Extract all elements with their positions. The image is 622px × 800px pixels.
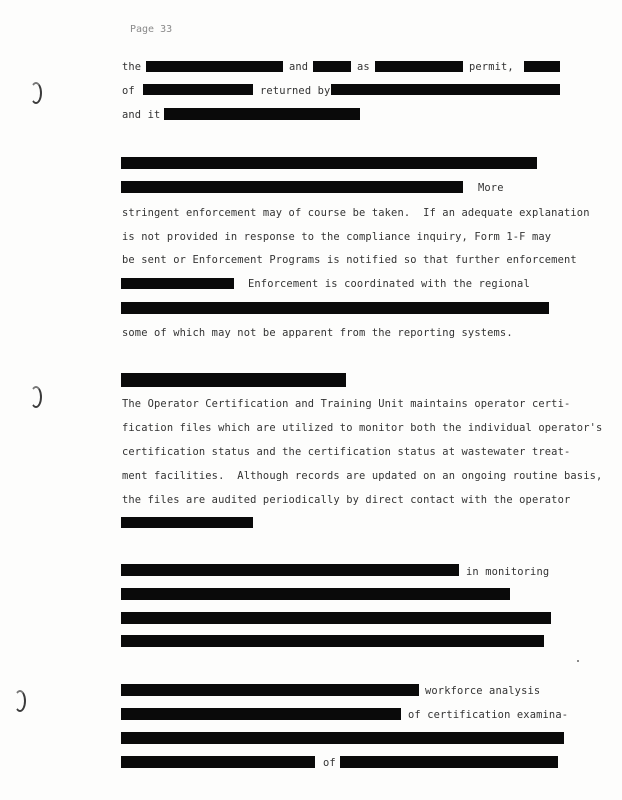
redaction-block — [121, 302, 549, 314]
redaction-block — [121, 756, 315, 768]
line-2-returned-by: returned by — [260, 85, 331, 97]
redaction-block — [121, 708, 401, 720]
para-5-line-2-tail: of certification examina- — [408, 709, 569, 721]
binder-hole-bottom — [14, 690, 26, 712]
page-number: Page 33 — [130, 24, 173, 35]
line-2-of: of — [122, 85, 135, 97]
redaction-block — [524, 61, 560, 72]
redaction-block — [121, 635, 544, 647]
redaction-block — [121, 684, 419, 696]
redaction-block — [375, 61, 463, 72]
redaction-block — [121, 278, 234, 289]
line-7: is not provided in response to the compliance inquiry, Form 1-F may — [122, 231, 552, 243]
line-3-and-it: and it — [122, 109, 161, 121]
redacted-section-heading — [121, 373, 346, 387]
para-3-line-4: ment facilities. Although records are updated on an ongoing routine basis, — [122, 470, 603, 482]
para-5-line-1-tail: workforce analysis — [425, 685, 541, 697]
redaction-block — [121, 588, 510, 600]
line-1-as: as — [357, 61, 370, 73]
redaction-block — [340, 756, 558, 768]
line-11: some of which may not be apparent from the reporting systems. — [122, 327, 513, 339]
redaction-block — [121, 564, 459, 576]
para-3-line-3: certification status and the certification status at wastewater treat- — [122, 446, 571, 458]
line-8: be sent or Enforcement Programs is notified so that further enforcement — [122, 254, 577, 266]
redaction-block — [121, 612, 551, 624]
binder-hole-top — [30, 82, 42, 104]
line-9-tail: Enforcement is coordinated with the regional — [248, 278, 530, 290]
redaction-block — [164, 108, 360, 120]
redaction-block — [146, 61, 283, 72]
redaction-block — [121, 157, 537, 169]
redaction-block — [331, 84, 560, 95]
redaction-block — [121, 181, 463, 193]
para-3-line-1: The Operator Certification and Training Unit maintains operator certi- — [122, 398, 571, 410]
scan-speck — [577, 660, 579, 662]
line-5-more: More — [478, 182, 504, 194]
line-6: stringent enforcement may of course be taken. If an adequate explanation — [122, 207, 590, 219]
para-5-line-4-of: of — [323, 757, 336, 769]
redaction-block — [121, 517, 253, 528]
para-3-line-2: fication files which are utilized to monitor both the individual operator's — [122, 422, 603, 434]
binder-hole-middle — [30, 386, 42, 408]
para-3-line-5: the files are audited periodically by direct contact with the operator — [122, 494, 571, 506]
redaction-block — [143, 84, 253, 95]
para-4-line-1-tail: in monitoring — [466, 566, 550, 578]
line-1-and: and — [289, 61, 309, 73]
redaction-block — [313, 61, 351, 72]
line-1-the: the — [122, 61, 142, 73]
line-1-permit: permit, — [469, 61, 514, 73]
redaction-block — [121, 732, 564, 744]
